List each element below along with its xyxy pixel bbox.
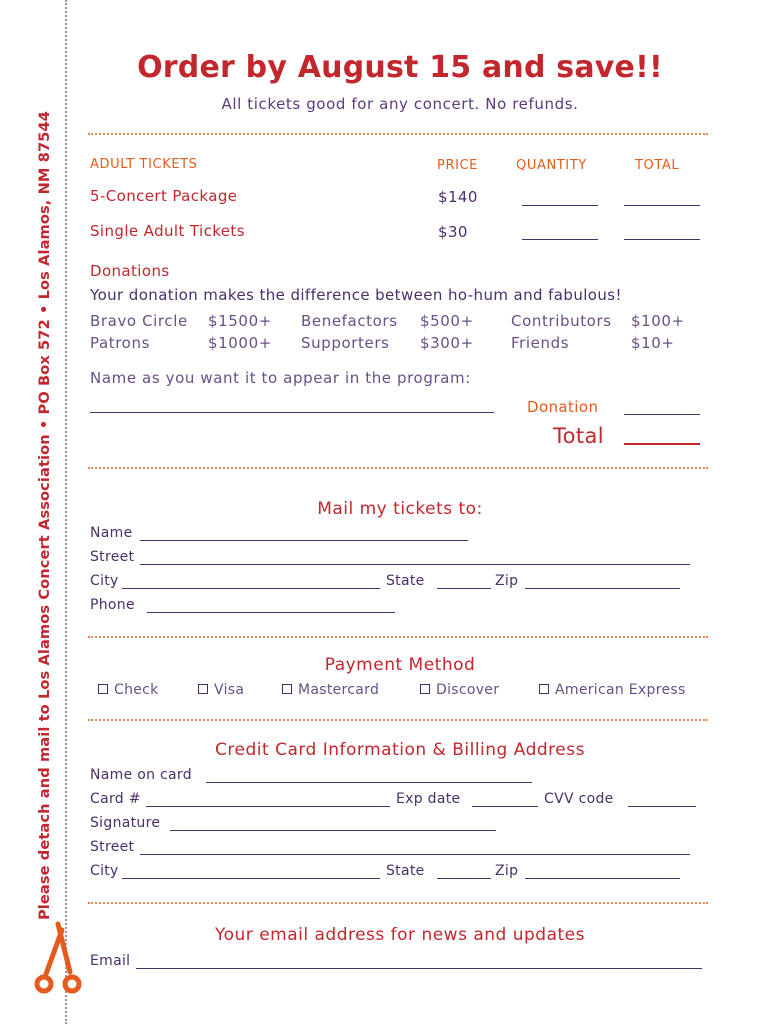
email-field[interactable] (136, 968, 702, 969)
donation-label: Donation (527, 398, 599, 416)
donation-level-amount: $1000+ (208, 334, 272, 352)
checkbox-icon[interactable] (420, 684, 430, 694)
billing-street-field[interactable] (140, 854, 690, 855)
card-number-label: Card # (90, 791, 141, 807)
zip-label: Zip (495, 573, 519, 589)
donation-level-name: Patrons (90, 334, 150, 352)
total-field[interactable] (624, 239, 700, 240)
billing-city-field[interactable] (122, 878, 380, 879)
ticket-row-price: $140 (438, 188, 478, 206)
name-label: Name (90, 525, 133, 541)
mail-name-field[interactable] (140, 540, 468, 541)
quantity-column-header: QUANTITY (516, 158, 587, 173)
donation-level-name: Supporters (301, 334, 390, 352)
detach-instructions: Please detach and mail to Los Alamos Concert Association • PO Box 572 • Los Alamos, NM 87544 (36, 111, 53, 920)
credit-card-heading: Credit Card Information & Billing Address (215, 740, 585, 760)
signature-label: Signature (90, 815, 161, 831)
city-label: City (90, 573, 119, 589)
checkbox-icon[interactable] (98, 684, 108, 694)
donation-level-name: Benefactors (301, 312, 398, 330)
ticket-row-price: $30 (438, 223, 468, 241)
grand-total-field[interactable] (624, 443, 700, 445)
discover-option[interactable]: Discover (420, 682, 499, 698)
divider (88, 636, 708, 638)
program-name-prompt: Name as you want it to appear in the program: (90, 369, 471, 387)
donation-level-amount: $10+ (631, 334, 675, 352)
street-label: Street (90, 549, 135, 565)
ticket-row-name: Single Adult Tickets (90, 222, 245, 240)
state-label: State (386, 573, 425, 589)
page-title: Order by August 15 and save!! (137, 50, 663, 85)
mail-street-field[interactable] (140, 564, 690, 565)
page-subtitle: All tickets good for any concert. No refunds. (221, 95, 579, 113)
price-column-header: PRICE (437, 158, 478, 173)
mail-city-field[interactable] (122, 588, 380, 589)
payment-method-heading: Payment Method (324, 655, 476, 675)
total-label: Total (553, 424, 605, 448)
card-number-field[interactable] (146, 806, 390, 807)
divider (88, 719, 708, 721)
donations-tagline: Your donation makes the difference between ho-hum and fabulous! (90, 286, 622, 304)
checkbox-icon[interactable] (198, 684, 208, 694)
total-column-header: TOTAL (635, 158, 680, 173)
mail-state-field[interactable] (437, 588, 491, 589)
donations-heading: Donations (90, 262, 170, 280)
donation-level-name: Bravo Circle (90, 312, 188, 330)
billing-street-label: Street (90, 839, 135, 855)
divider (88, 467, 708, 469)
quantity-field[interactable] (522, 205, 598, 206)
program-name-field[interactable] (90, 412, 494, 413)
divider (88, 902, 708, 904)
billing-zip-field[interactable] (525, 878, 680, 879)
donation-level-amount: $100+ (631, 312, 685, 330)
name-on-card-field[interactable] (206, 782, 532, 783)
ticket-row-name: 5-Concert Package (90, 187, 238, 205)
billing-state-label: State (386, 863, 425, 879)
donation-level-name: Friends (511, 334, 570, 352)
quantity-field[interactable] (522, 239, 598, 240)
donation-level-amount: $1500+ (208, 312, 272, 330)
divider (88, 133, 708, 135)
check-option[interactable]: Check (98, 682, 159, 698)
perforation-line (65, 0, 67, 1024)
mail-tickets-heading: Mail my tickets to: (317, 499, 483, 519)
donation-amount-field[interactable] (624, 414, 700, 415)
donation-level-amount: $300+ (420, 334, 474, 352)
phone-label: Phone (90, 597, 135, 613)
donation-level-name: Contributors (511, 312, 612, 330)
checkbox-icon[interactable] (539, 684, 549, 694)
exp-date-label: Exp date (396, 791, 461, 807)
checkbox-icon[interactable] (282, 684, 292, 694)
american-express-option[interactable]: American Express (539, 682, 686, 698)
billing-zip-label: Zip (495, 863, 519, 879)
total-field[interactable] (624, 205, 700, 206)
billing-state-field[interactable] (437, 878, 491, 879)
mail-phone-field[interactable] (147, 612, 395, 613)
exp-date-field[interactable] (472, 806, 538, 807)
adult-tickets-heading: ADULT TICKETS (90, 157, 198, 172)
cvv-label: CVV code (544, 791, 614, 807)
scissors-icon (34, 920, 88, 1000)
signature-field[interactable] (170, 830, 496, 831)
cvv-field[interactable] (628, 806, 696, 807)
visa-option[interactable]: Visa (198, 682, 244, 698)
email-label: Email (90, 953, 131, 969)
name-on-card-label: Name on card (90, 767, 192, 783)
mastercard-option[interactable]: Mastercard (282, 682, 379, 698)
donation-level-amount: $500+ (420, 312, 474, 330)
billing-city-label: City (90, 863, 119, 879)
email-heading: Your email address for news and updates (215, 925, 585, 945)
mail-zip-field[interactable] (525, 588, 680, 589)
